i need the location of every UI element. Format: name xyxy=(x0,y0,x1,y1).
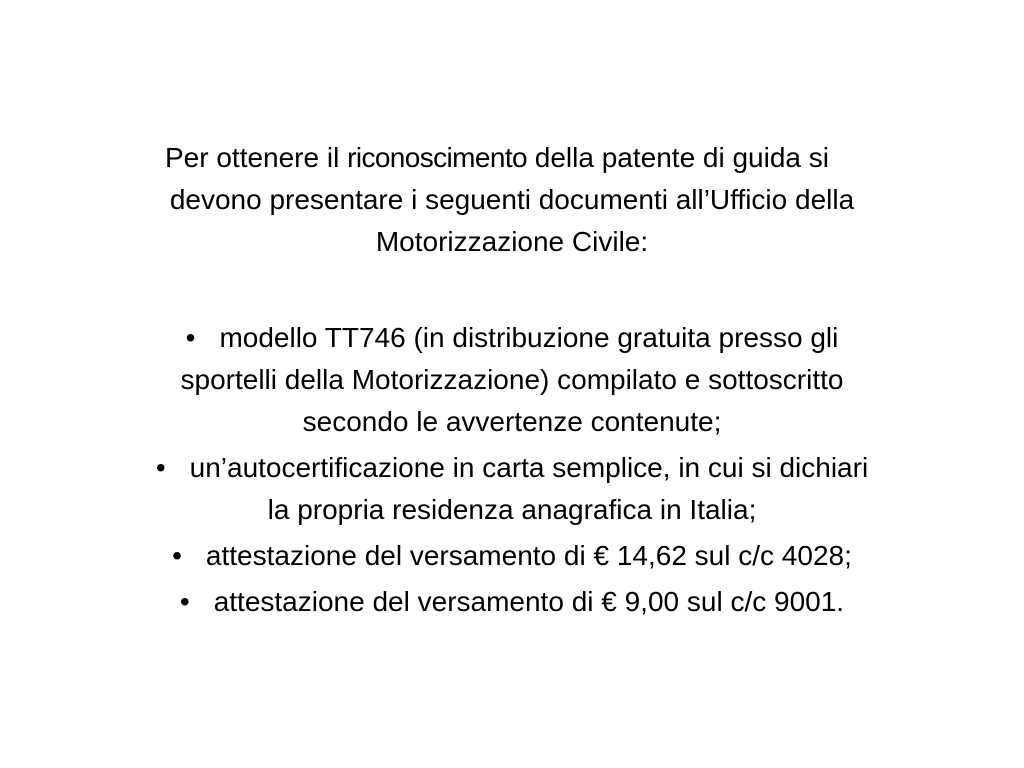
list-item-text: modello TT746 (in distribuzione gratuita presso gli xyxy=(219,322,839,353)
requirements-list xyxy=(0,317,1024,627)
intro-paragraph xyxy=(0,137,1024,263)
list-item-text: attestazione del versamento di € 9,00 sul c/c 9001. xyxy=(213,586,845,617)
intro-text-before: Per ottenere il xyxy=(164,142,348,173)
intro-line-2: devono presentare i seguenti documenti all’Ufficio della xyxy=(169,184,855,215)
intro-text-after: della patente di guida si xyxy=(527,142,829,173)
list-item-line: la propria residenza anagrafica in Italia; xyxy=(267,494,757,525)
bullet-icon: • xyxy=(155,452,166,483)
intro-emphasis: riconoscimento xyxy=(347,142,527,173)
list-item xyxy=(0,317,1024,443)
list-item xyxy=(0,535,1024,577)
list-item-line: sportelli della Motorizzazione) compilato e sottoscritto xyxy=(180,364,844,395)
list-item-text: attestazione del versamento di € 14,62 sul c/c 4028; xyxy=(205,540,852,571)
list-item-line xyxy=(0,535,1024,577)
list-item-line: secondo le avvertenze contenute; xyxy=(302,406,722,437)
bullet-icon: • xyxy=(172,540,182,571)
list-item xyxy=(0,447,1024,531)
intro-line-3: Motorizzazione Civile: xyxy=(375,226,649,257)
bullet-icon: • xyxy=(185,322,196,353)
bullet-icon: • xyxy=(179,586,190,617)
list-item-line xyxy=(0,447,1024,489)
list-item-text: un’autocertificazione in carta semplice, in cui si dichiari xyxy=(189,452,869,483)
list-item-line xyxy=(0,317,1024,359)
list-item xyxy=(0,581,1024,623)
intro-line-1 xyxy=(0,137,1024,179)
list-item-line xyxy=(0,581,1024,623)
